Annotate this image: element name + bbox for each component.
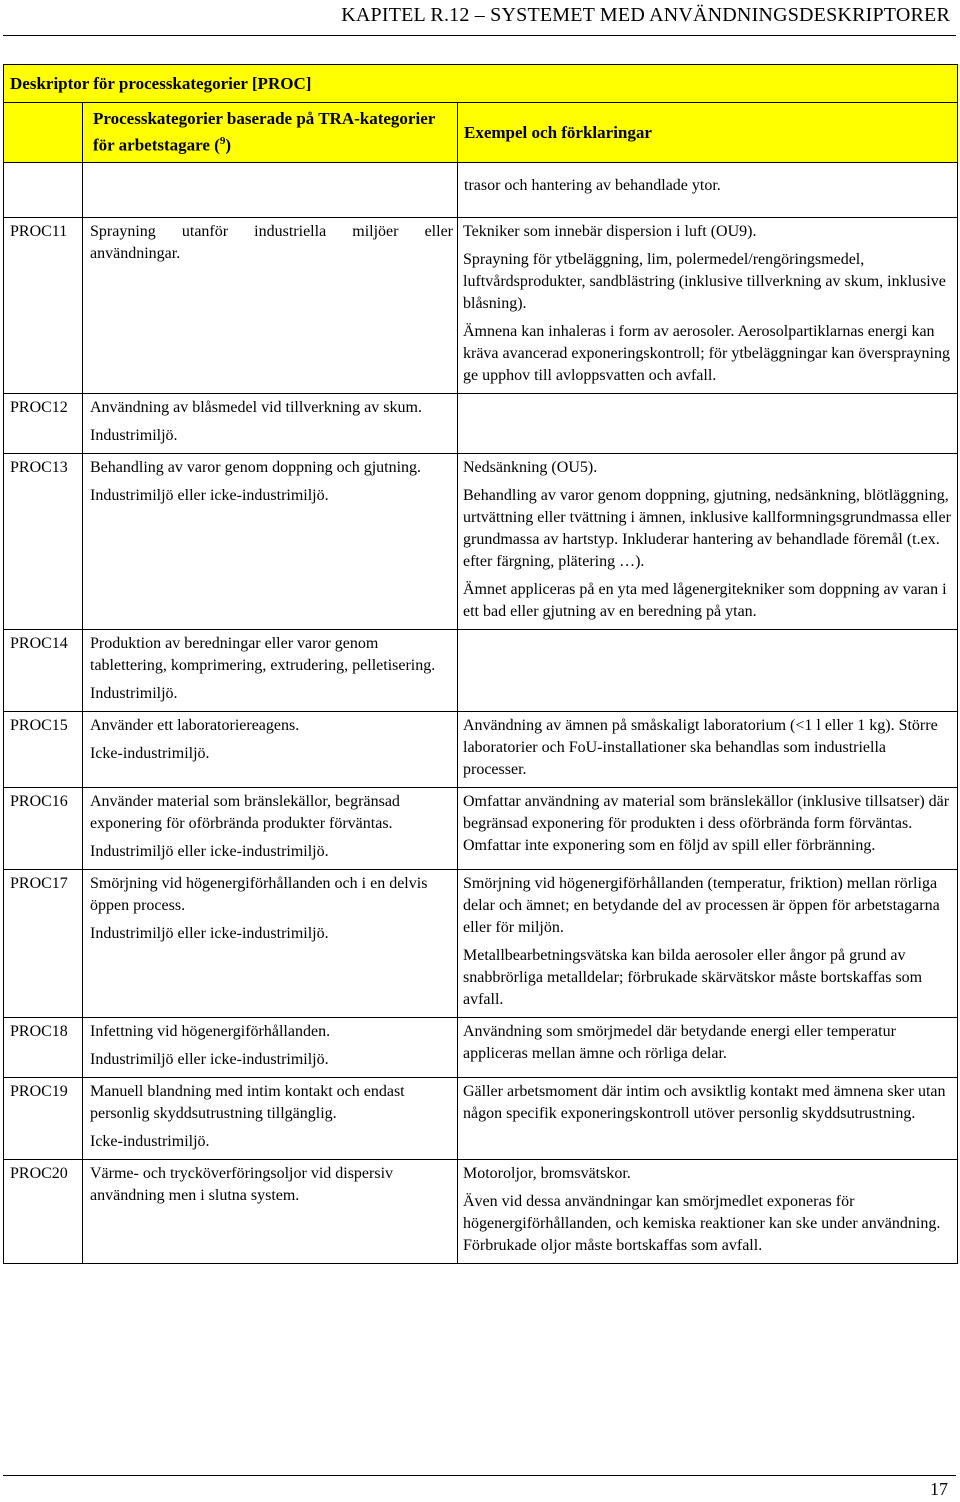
proc-description-line: Industrimiljö eller icke-industrimiljö. [90, 925, 329, 942]
proc-explanation [458, 870, 958, 1018]
continuation-code-cell [4, 163, 83, 218]
table-row [4, 218, 958, 394]
table-row [4, 1160, 958, 1264]
proc-code: PROC14 [4, 630, 83, 712]
table-row [4, 870, 958, 1018]
proc-explanation-paragraph: Sprayning för ytbeläggning, lim, polermedel/rengöringsmedel, luftvårdsprodukter, sandblästring (inklusive tillverkning av skum, inklusive blåsning). [463, 251, 946, 312]
proc-description-line: Behandling av varor genom doppning och gjutning. [90, 459, 422, 476]
table-row [4, 454, 958, 630]
proc-description-line: Använder ett laboratoriereagens. [90, 717, 300, 734]
table-row [4, 788, 958, 870]
proc-description-line: Sprayning utanför industriella miljöer eller användningar. [90, 223, 453, 262]
proc-description-line: Infettning vid högenergiförhållanden. [90, 1023, 331, 1040]
proc-table-body [4, 65, 958, 1264]
table-row [4, 712, 958, 788]
proc-explanation [458, 1078, 958, 1160]
proc-description-line: Industrimiljö. [90, 685, 178, 702]
header-examples: Exempel och förklaringar [458, 103, 958, 163]
proc-description-line: Icke-industrimiljö. [90, 745, 210, 762]
proc-description-line: Värme- och trycköverföringsoljor vid dispersiv användning men i slutna system. [90, 1165, 394, 1204]
footer-rule [3, 1475, 956, 1476]
proc-code: PROC15 [4, 712, 83, 788]
proc-explanation-paragraph: Metallbearbetningsvätska kan bilda aerosoler eller ångor på grund av snabbrörliga metalldelar; förbrukade skärvätskor måste bortskaffas som avfall. [463, 947, 923, 1008]
proc-code: PROC11 [4, 218, 83, 394]
proc-explanation [458, 394, 958, 454]
proc-description-line: Icke-industrimiljö. [90, 1133, 210, 1150]
proc-description-line: Produktion av beredningar eller varor genom tablettering, komprimering, extrudering, pelletisering. [90, 635, 436, 674]
proc-explanation-paragraph: Användning av ämnen på småskaligt laboratorium (<1 l eller 1 kg). Större laboratorier och FoU-installationer ska behandlas som industriella processer. [463, 717, 938, 778]
proc-explanation-paragraph: Ämnena kan inhaleras i form av aerosoler. Aerosolpartiklarnas energi kan kräva avancerad exponeringskontroll; för ytbeläggningar kan översprayning ge upphov till avloppsvatten och avfall. [463, 323, 950, 384]
proc-description-line: Industrimiljö eller icke-industrimiljö. [90, 1051, 329, 1068]
proc-explanation-paragraph: Omfattar användning av material som bränslekällor (inklusive tillsatser) där begränsad exponering för produkten i dess oförbrända form förväntas. Omfattar inte exponering som en följd av spill eller förbränning. [463, 793, 950, 854]
proc-explanation-paragraph: Tekniker som innebär dispersion i luft (OU9). [463, 223, 757, 240]
proc-description [83, 1018, 458, 1078]
proc-description [83, 870, 458, 1018]
continuation-row [4, 163, 958, 218]
proc-code: PROC12 [4, 394, 83, 454]
continuation-desc-cell [83, 163, 458, 218]
proc-description [83, 454, 458, 630]
proc-explanation [458, 630, 958, 712]
proc-explanation [458, 454, 958, 630]
table-title-row [4, 65, 958, 103]
proc-description-line: Användning av blåsmedel vid tillverkning av skum. [90, 399, 422, 416]
proc-explanation-paragraph: Smörjning vid högenergiförhållanden (temperatur, friktion) mellan rörliga delar och ämnet; en betydande del av processen är öppen för arbetstagarna eller för miljön. [463, 875, 940, 936]
proc-description-line: Manuell blandning med intim kontakt och endast personlig skyddsutrustning tillgänglig. [90, 1083, 405, 1122]
proc-code: PROC13 [4, 454, 83, 630]
proc-explanation-paragraph: Motoroljor, bromsvätskor. [463, 1165, 631, 1182]
proc-explanation [458, 1018, 958, 1078]
proc-explanation-paragraph: Ämnet appliceras på en yta med lågenergitekniker som doppning av varan i ett bad eller gjutning av en beredning på ytan. [463, 581, 947, 620]
table-row [4, 394, 958, 454]
running-header: KAPITEL R.12 – SYSTEMET MED ANVÄNDNINGSDESKRIPTORER [341, 4, 950, 26]
proc-code: PROC17 [4, 870, 83, 1018]
continuation-text: trasor och hantering av behandlade ytor. [458, 163, 958, 218]
footnote-marker: 9 [219, 135, 226, 148]
proc-code: PROC16 [4, 788, 83, 870]
proc-description [83, 394, 458, 454]
proc-description-line: Använder material som bränslekällor, begränsad exponering för oförbrända produkter förväntas. [90, 793, 400, 832]
proc-explanation [458, 1160, 958, 1264]
table-row [4, 630, 958, 712]
header-code-cell [4, 103, 83, 163]
page-number: 17 [930, 1479, 948, 1499]
proc-descriptor-table [3, 64, 958, 1264]
proc-explanation-paragraph: Nedsänkning (OU5). [463, 459, 598, 476]
table-title: Deskriptor för processkategorier [PROC] [4, 65, 958, 103]
proc-explanation-paragraph: Användning som smörjmedel där betydande energi eller temperatur appliceras mellan ämne och rörliga delar. [463, 1023, 896, 1062]
proc-code: PROC19 [4, 1078, 83, 1160]
proc-description [83, 1160, 458, 1264]
proc-description [83, 712, 458, 788]
proc-explanation-paragraph: Gäller arbetsmoment där intim och avsiktlig kontakt med ämnena sker utan någon specifik exponeringskontroll utöver personlig skyddsutrustning. [463, 1083, 946, 1122]
proc-explanation [458, 712, 958, 788]
table-row [4, 1078, 958, 1160]
table-header-row [4, 103, 958, 163]
proc-explanation [458, 218, 958, 394]
proc-description-line: Industrimiljö eller icke-industrimiljö. [90, 487, 329, 504]
proc-description [83, 630, 458, 712]
header-rule [3, 35, 956, 36]
proc-description [83, 218, 458, 394]
proc-explanation [458, 788, 958, 870]
proc-explanation-paragraph: Behandling av varor genom doppning, gjutning, nedsänkning, blötläggning, urtvättning eller tvättning i ämnen, inklusive kallformningsgrundmassa eller grundmassa av hartstyp. Inkluderar hantering av behandlade föremål (t.ex. efter färgning, plätering …). [463, 487, 951, 570]
proc-description-line: Smörjning vid högenergiförhållanden och i en delvis öppen process. [90, 875, 428, 914]
header-categories: Processkategorier baserade på TRA-kategorier för arbetstagare ($^9$) [83, 103, 458, 163]
proc-description-line: Industrimiljö eller icke-industrimiljö. [90, 843, 329, 860]
proc-code: PROC20 [4, 1160, 83, 1264]
proc-code: PROC18 [4, 1018, 83, 1078]
proc-description [83, 1078, 458, 1160]
proc-explanation-paragraph: Även vid dessa användningar kan smörjmedlet exponeras för högenergiförhållanden, och kemiska reaktioner kan ske under användning. Förbrukade oljor måste bortskaffas som avfall. [463, 1193, 941, 1254]
proc-description [83, 788, 458, 870]
proc-description-line: Industrimiljö. [90, 427, 178, 444]
table-row [4, 1018, 958, 1078]
